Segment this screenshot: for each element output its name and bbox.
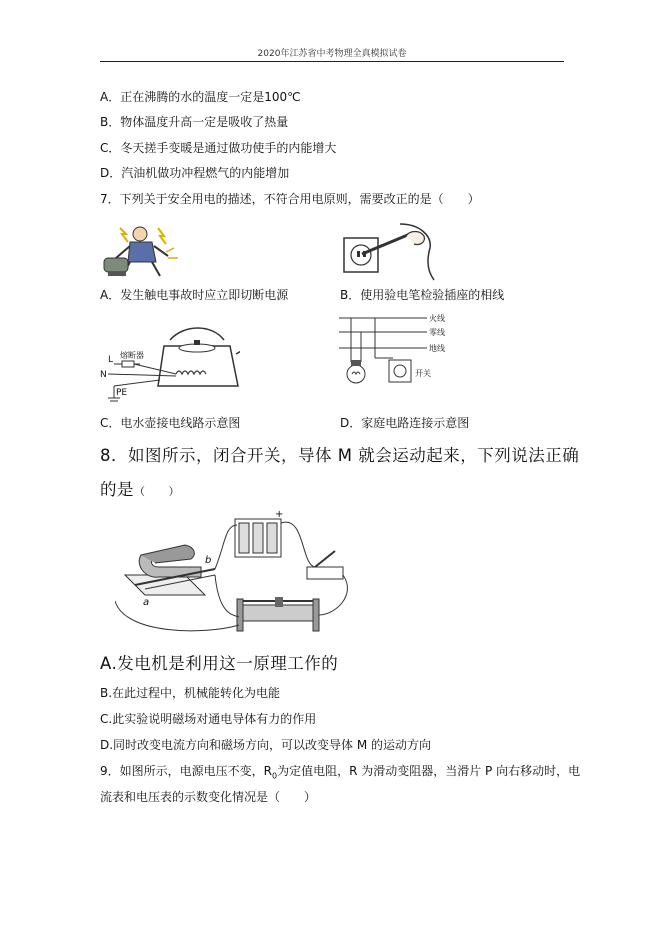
q8-answer-paren: （ ） <box>134 485 180 498</box>
q8-figure <box>115 505 360 643</box>
kettle-label-l: L <box>108 355 114 365</box>
q8-option-d: D.同时改变电流方向和磁场方向，可以改变导体 M 的运动方向 <box>100 738 432 752</box>
q7-caption-b: B．使用验电笔检验插座的相线 <box>340 288 505 302</box>
kettle-label-pe: PE <box>116 388 128 398</box>
q8-stem-line1: 8．如图所示，闭合开关，导体 M 就会运动起来，下列说法正确 <box>100 446 580 465</box>
q9-stem-line1 <box>100 762 580 780</box>
home-circuit-diagram <box>339 313 445 383</box>
kettle-label-fuse: 熔断器 <box>120 351 144 360</box>
electric-shock-person-illustration <box>104 227 178 276</box>
q7-caption-d: D．家庭电路连接示意图 <box>340 416 470 430</box>
rail-label-b: b <box>205 555 212 566</box>
q9-stem-part2: 为定值电阻，R 为滑动变阻器，当滑片 P 向右移动时，电 <box>277 764 581 778</box>
q7-figure-d <box>335 310 455 410</box>
q8-stem-line2 <box>100 476 180 500</box>
q8-option-b: B.在此过程中，机械能转化为电能 <box>100 686 281 700</box>
q8-option-a: A.发电机是利用这一原理工作的 <box>100 654 339 673</box>
q7-figure-b <box>340 222 440 282</box>
q7-figure-a <box>100 222 190 280</box>
kettle-wiring-diagram <box>100 328 240 401</box>
circuit-label-ground: 地线 <box>429 344 445 353</box>
q7-caption-c: C．电水壶接电线路示意图 <box>100 416 241 430</box>
circuit-label-neutral: 零线 <box>429 328 445 337</box>
q6-option-a: A．正在沸腾的水的温度一定是100℃ <box>100 90 301 104</box>
motor-principle-apparatus <box>115 509 347 631</box>
socket-and-test-pen-illustration <box>344 224 434 280</box>
q8-stem-text: 的是 <box>100 480 134 499</box>
q8-option-c: C.此实验说明磁场对通电导体有力的作用 <box>100 712 317 726</box>
q7-caption-a: A．发生触电事故时应立即切断电源 <box>100 288 289 302</box>
q9-stem-line2: 流表和电压表的示数变化情况是（ ） <box>100 790 317 804</box>
kettle-label-n: N <box>100 370 107 380</box>
q7-figure-c <box>100 318 240 406</box>
circuit-label-live: 火线 <box>429 314 445 323</box>
q6-option-c: C．冬天搓手变暖是通过做功使手的内能增大 <box>100 141 337 155</box>
q7-stem: 7．下列关于安全用电的描述，不符合用电原则，需要改正的是（ ） <box>100 192 480 206</box>
q6-option-b: B．物体温度升高一定是吸收了热量 <box>100 115 289 129</box>
rail-label-a: a <box>143 597 150 608</box>
circuit-label-switch: 开关 <box>415 369 431 378</box>
battery-plus-label: + <box>275 509 284 520</box>
q9-stem-part1: 9．如图所示，电源电压不变，R <box>100 764 272 778</box>
header-rule <box>100 61 564 62</box>
q9-subscript: 0 <box>271 771 278 781</box>
page-header: 2020年江苏省中考物理全真模拟试卷 <box>257 49 407 59</box>
q6-option-d: D．汽油机做功冲程燃气的内能增加 <box>100 166 290 180</box>
